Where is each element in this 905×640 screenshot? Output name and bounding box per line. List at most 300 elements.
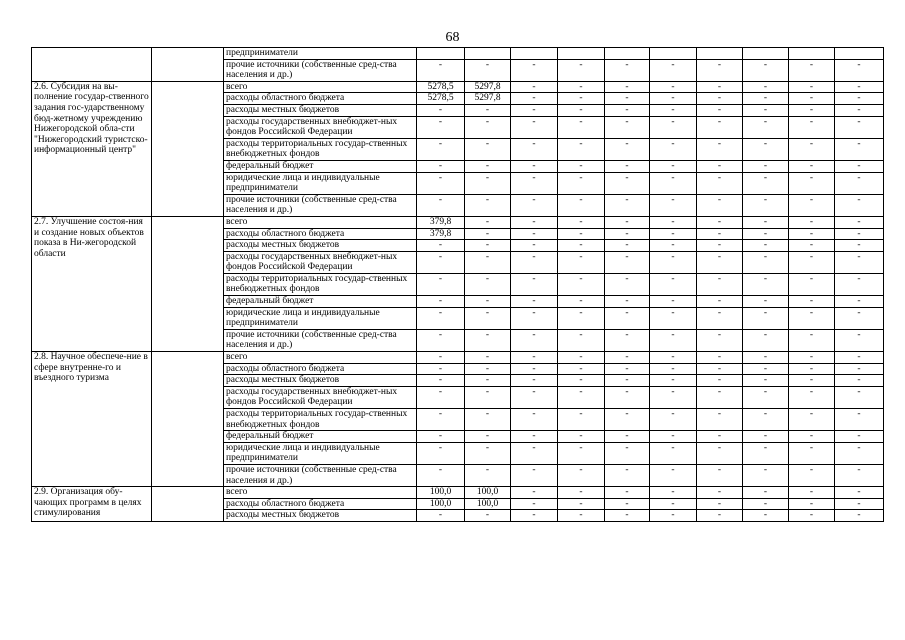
value-cell: - bbox=[605, 116, 650, 138]
value-cell: - bbox=[835, 104, 884, 116]
value-cell: - bbox=[465, 352, 511, 364]
value-cell: - bbox=[511, 104, 558, 116]
value-cell: 5278,5 bbox=[417, 93, 465, 105]
value-cell: - bbox=[789, 498, 835, 510]
value-cell: - bbox=[697, 464, 743, 486]
value-cell bbox=[835, 48, 884, 60]
value-cell: - bbox=[789, 93, 835, 105]
funding-source-label: расходы областного бюджета bbox=[224, 93, 417, 105]
value-cell: - bbox=[465, 251, 511, 273]
value-cell: - bbox=[558, 251, 605, 273]
value-cell: - bbox=[650, 464, 697, 486]
value-cell: - bbox=[558, 116, 605, 138]
funding-source-label: федеральный бюджет bbox=[224, 431, 417, 443]
value-cell: - bbox=[650, 216, 697, 228]
value-cell: - bbox=[835, 296, 884, 308]
value-cell bbox=[605, 48, 650, 60]
value-cell: - bbox=[417, 352, 465, 364]
value-cell: 5297,8 bbox=[465, 93, 511, 105]
value-cell: 379,8 bbox=[417, 228, 465, 240]
funding-source-label: расходы территориальных государ-ственных внебюджетных фондов bbox=[224, 409, 417, 431]
value-cell: - bbox=[697, 216, 743, 228]
measure-name bbox=[32, 48, 152, 82]
value-cell: - bbox=[465, 138, 511, 160]
value-cell: - bbox=[417, 172, 465, 194]
funding-source-label: всего bbox=[224, 216, 417, 228]
value-cell: - bbox=[465, 296, 511, 308]
value-cell: - bbox=[465, 59, 511, 81]
value-cell: - bbox=[789, 216, 835, 228]
value-cell: - bbox=[835, 510, 884, 522]
value-cell: - bbox=[605, 498, 650, 510]
value-cell: - bbox=[743, 59, 789, 81]
value-cell: - bbox=[558, 160, 605, 172]
value-cell: - bbox=[650, 138, 697, 160]
value-cell: - bbox=[465, 194, 511, 216]
value-cell: - bbox=[835, 464, 884, 486]
funding-source-label: расходы местных бюджетов bbox=[224, 510, 417, 522]
value-cell: - bbox=[558, 228, 605, 240]
value-cell: - bbox=[835, 160, 884, 172]
value-cell: - bbox=[743, 510, 789, 522]
value-cell: - bbox=[697, 273, 743, 295]
funding-source-label: юридические лица и индивидуальные предприниматели bbox=[224, 307, 417, 329]
measure-name: 2.6. Субсидия на вы-полнение государ-ственного задания гос-ударственному бюд-жетному учреждению Нижегородской обла-сти "Нижегородский туристско-информационный центр" bbox=[32, 81, 152, 216]
value-cell: - bbox=[835, 363, 884, 375]
value-cell: - bbox=[558, 81, 605, 93]
value-cell: - bbox=[465, 273, 511, 295]
value-cell: - bbox=[697, 59, 743, 81]
funding-source-label: прочие источники (собственные сред-ства населения и др.) bbox=[224, 194, 417, 216]
value-cell: - bbox=[789, 329, 835, 351]
value-cell: 100,0 bbox=[417, 498, 465, 510]
value-cell: - bbox=[697, 329, 743, 351]
value-cell: - bbox=[558, 510, 605, 522]
value-cell: - bbox=[558, 498, 605, 510]
value-cell: - bbox=[743, 104, 789, 116]
value-cell: - bbox=[417, 329, 465, 351]
value-cell: - bbox=[697, 296, 743, 308]
value-cell: - bbox=[650, 116, 697, 138]
value-cell: - bbox=[511, 172, 558, 194]
value-cell: - bbox=[743, 138, 789, 160]
value-cell: - bbox=[558, 431, 605, 443]
value-cell: - bbox=[511, 160, 558, 172]
value-cell: - bbox=[835, 442, 884, 464]
value-cell: - bbox=[605, 59, 650, 81]
value-cell: 100,0 bbox=[465, 487, 511, 499]
value-cell: - bbox=[465, 307, 511, 329]
value-cell: - bbox=[743, 116, 789, 138]
value-cell: - bbox=[789, 228, 835, 240]
value-cell: - bbox=[558, 216, 605, 228]
value-cell: - bbox=[789, 273, 835, 295]
value-cell: - bbox=[511, 386, 558, 408]
value-cell: - bbox=[417, 510, 465, 522]
value-cell: - bbox=[835, 375, 884, 387]
funding-source-label: всего bbox=[224, 81, 417, 93]
value-cell: - bbox=[465, 363, 511, 375]
value-cell: - bbox=[605, 273, 650, 295]
value-cell: - bbox=[835, 498, 884, 510]
value-cell: - bbox=[511, 307, 558, 329]
value-cell: - bbox=[835, 307, 884, 329]
value-cell: - bbox=[697, 386, 743, 408]
value-cell: - bbox=[789, 352, 835, 364]
responsible-cell bbox=[152, 81, 224, 216]
funding-source-label: федеральный бюджет bbox=[224, 160, 417, 172]
value-cell: - bbox=[605, 442, 650, 464]
value-cell: - bbox=[558, 487, 605, 499]
value-cell: - bbox=[417, 296, 465, 308]
value-cell: - bbox=[835, 216, 884, 228]
value-cell: - bbox=[511, 510, 558, 522]
value-cell: - bbox=[697, 240, 743, 252]
value-cell: - bbox=[511, 194, 558, 216]
value-cell: - bbox=[743, 160, 789, 172]
value-cell: - bbox=[835, 240, 884, 252]
funding-source-label: расходы территориальных государ-ственных внебюджетных фондов bbox=[224, 138, 417, 160]
value-cell: - bbox=[417, 464, 465, 486]
value-cell: - bbox=[465, 375, 511, 387]
value-cell: - bbox=[697, 409, 743, 431]
value-cell: - bbox=[417, 138, 465, 160]
value-cell: - bbox=[511, 352, 558, 364]
value-cell: - bbox=[743, 352, 789, 364]
value-cell: - bbox=[558, 59, 605, 81]
value-cell: - bbox=[697, 375, 743, 387]
value-cell: - bbox=[835, 59, 884, 81]
value-cell: - bbox=[465, 216, 511, 228]
value-cell: - bbox=[789, 194, 835, 216]
value-cell: - bbox=[511, 251, 558, 273]
value-cell: 100,0 bbox=[417, 487, 465, 499]
page-number: 68 bbox=[445, 30, 460, 45]
table-row bbox=[32, 81, 884, 93]
value-cell: - bbox=[650, 59, 697, 81]
value-cell: - bbox=[789, 251, 835, 273]
value-cell: - bbox=[511, 363, 558, 375]
value-cell: - bbox=[743, 307, 789, 329]
value-cell: - bbox=[789, 386, 835, 408]
value-cell: - bbox=[650, 386, 697, 408]
value-cell: - bbox=[465, 510, 511, 522]
value-cell: - bbox=[417, 307, 465, 329]
responsible-cell bbox=[152, 216, 224, 351]
funding-source-label: расходы местных бюджетов bbox=[224, 240, 417, 252]
value-cell: - bbox=[511, 116, 558, 138]
value-cell: - bbox=[465, 116, 511, 138]
value-cell: - bbox=[417, 59, 465, 81]
value-cell: - bbox=[650, 172, 697, 194]
value-cell: - bbox=[789, 375, 835, 387]
value-cell: - bbox=[650, 375, 697, 387]
value-cell: - bbox=[511, 81, 558, 93]
value-cell: - bbox=[743, 93, 789, 105]
value-cell: - bbox=[558, 363, 605, 375]
value-cell: - bbox=[558, 375, 605, 387]
value-cell bbox=[417, 48, 465, 60]
value-cell: - bbox=[697, 498, 743, 510]
value-cell: - bbox=[835, 431, 884, 443]
value-cell: - bbox=[417, 194, 465, 216]
value-cell: - bbox=[697, 138, 743, 160]
value-cell: - bbox=[650, 160, 697, 172]
measure-name: 2.7. Улучшение состоя-ния и создание новых объектов показа в Ни-жегородской области bbox=[32, 216, 152, 351]
value-cell: - bbox=[605, 510, 650, 522]
value-cell bbox=[743, 48, 789, 60]
value-cell: - bbox=[605, 363, 650, 375]
value-cell: - bbox=[697, 81, 743, 93]
value-cell: - bbox=[650, 273, 697, 295]
funding-source-label: расходы местных бюджетов bbox=[224, 104, 417, 116]
value-cell: - bbox=[465, 464, 511, 486]
value-cell: - bbox=[743, 498, 789, 510]
value-cell: - bbox=[605, 228, 650, 240]
value-cell: - bbox=[650, 104, 697, 116]
responsible-cell bbox=[152, 48, 224, 82]
value-cell: - bbox=[465, 172, 511, 194]
value-cell: - bbox=[697, 160, 743, 172]
value-cell: - bbox=[605, 464, 650, 486]
value-cell: - bbox=[789, 487, 835, 499]
value-cell: - bbox=[650, 194, 697, 216]
value-cell: - bbox=[743, 194, 789, 216]
value-cell: - bbox=[417, 104, 465, 116]
value-cell: - bbox=[417, 116, 465, 138]
funding-source-label: всего bbox=[224, 352, 417, 364]
value-cell: - bbox=[417, 375, 465, 387]
value-cell: - bbox=[605, 138, 650, 160]
value-cell: - bbox=[511, 296, 558, 308]
value-cell: - bbox=[650, 307, 697, 329]
value-cell: - bbox=[605, 386, 650, 408]
value-cell: - bbox=[558, 409, 605, 431]
value-cell: - bbox=[417, 160, 465, 172]
value-cell: - bbox=[697, 194, 743, 216]
funding-source-label: прочие источники (собственные сред-ства населения и др.) bbox=[224, 464, 417, 486]
value-cell: - bbox=[417, 240, 465, 252]
value-cell: - bbox=[835, 194, 884, 216]
value-cell: - bbox=[835, 329, 884, 351]
responsible-cell bbox=[152, 487, 224, 522]
value-cell: - bbox=[417, 251, 465, 273]
value-cell: - bbox=[558, 138, 605, 160]
value-cell: - bbox=[743, 409, 789, 431]
value-cell: - bbox=[465, 329, 511, 351]
value-cell: - bbox=[558, 172, 605, 194]
value-cell: - bbox=[789, 510, 835, 522]
value-cell: - bbox=[605, 409, 650, 431]
value-cell: - bbox=[743, 386, 789, 408]
value-cell: - bbox=[511, 464, 558, 486]
value-cell: - bbox=[697, 93, 743, 105]
value-cell: - bbox=[835, 487, 884, 499]
value-cell: - bbox=[605, 307, 650, 329]
value-cell: - bbox=[650, 363, 697, 375]
value-cell: - bbox=[558, 273, 605, 295]
value-cell: - bbox=[511, 216, 558, 228]
value-cell: - bbox=[605, 81, 650, 93]
value-cell: - bbox=[417, 409, 465, 431]
value-cell: - bbox=[835, 93, 884, 105]
value-cell: - bbox=[558, 307, 605, 329]
value-cell: - bbox=[697, 104, 743, 116]
funding-source-label: юридические лица и индивидуальные предприниматели bbox=[224, 172, 417, 194]
value-cell: - bbox=[605, 160, 650, 172]
value-cell: - bbox=[835, 81, 884, 93]
value-cell: - bbox=[697, 442, 743, 464]
funding-source-label: прочие источники (собственные сред-ства населения и др.) bbox=[224, 329, 417, 351]
budget-table bbox=[31, 47, 884, 522]
value-cell: - bbox=[511, 329, 558, 351]
value-cell: - bbox=[789, 160, 835, 172]
value-cell bbox=[558, 48, 605, 60]
value-cell: - bbox=[558, 194, 605, 216]
value-cell: - bbox=[789, 296, 835, 308]
value-cell: - bbox=[743, 172, 789, 194]
value-cell: - bbox=[417, 386, 465, 408]
value-cell: - bbox=[465, 240, 511, 252]
value-cell: - bbox=[605, 104, 650, 116]
value-cell bbox=[465, 48, 511, 60]
value-cell: - bbox=[605, 172, 650, 194]
value-cell: - bbox=[697, 352, 743, 364]
value-cell: - bbox=[558, 93, 605, 105]
value-cell: - bbox=[697, 116, 743, 138]
value-cell: - bbox=[558, 352, 605, 364]
value-cell: - bbox=[605, 431, 650, 443]
value-cell: - bbox=[835, 386, 884, 408]
table-row bbox=[32, 48, 884, 60]
funding-source-label: расходы территориальных государ-ственных внебюджетных фондов bbox=[224, 273, 417, 295]
value-cell: - bbox=[789, 409, 835, 431]
value-cell: - bbox=[650, 498, 697, 510]
value-cell: - bbox=[789, 59, 835, 81]
value-cell: - bbox=[650, 240, 697, 252]
value-cell: - bbox=[650, 352, 697, 364]
funding-source-label: юридические лица и индивидуальные предприниматели bbox=[224, 442, 417, 464]
value-cell: - bbox=[743, 487, 789, 499]
value-cell: - bbox=[605, 375, 650, 387]
value-cell: - bbox=[743, 296, 789, 308]
value-cell: - bbox=[789, 81, 835, 93]
value-cell: - bbox=[697, 363, 743, 375]
value-cell: - bbox=[789, 138, 835, 160]
value-cell: - bbox=[465, 228, 511, 240]
responsible-cell bbox=[152, 352, 224, 487]
value-cell: - bbox=[743, 240, 789, 252]
value-cell: - bbox=[605, 93, 650, 105]
value-cell: - bbox=[417, 431, 465, 443]
value-cell: - bbox=[835, 172, 884, 194]
value-cell: - bbox=[558, 464, 605, 486]
value-cell: - bbox=[789, 172, 835, 194]
value-cell: - bbox=[743, 251, 789, 273]
value-cell: - bbox=[835, 228, 884, 240]
value-cell: - bbox=[650, 409, 697, 431]
value-cell: - bbox=[417, 363, 465, 375]
value-cell: - bbox=[697, 307, 743, 329]
table-row bbox=[32, 352, 884, 364]
value-cell: - bbox=[605, 329, 650, 351]
value-cell bbox=[697, 48, 743, 60]
value-cell: - bbox=[511, 59, 558, 81]
value-cell bbox=[511, 48, 558, 60]
value-cell: 379,8 bbox=[417, 216, 465, 228]
value-cell: - bbox=[835, 352, 884, 364]
value-cell: - bbox=[835, 409, 884, 431]
table-row bbox=[32, 216, 884, 228]
value-cell: - bbox=[417, 442, 465, 464]
value-cell: - bbox=[789, 431, 835, 443]
value-cell: - bbox=[743, 81, 789, 93]
value-cell: - bbox=[511, 375, 558, 387]
funding-source-label: расходы государственных внебюджет-ных фондов Российской Федерации bbox=[224, 251, 417, 273]
value-cell bbox=[789, 48, 835, 60]
value-cell: - bbox=[465, 409, 511, 431]
value-cell: - bbox=[511, 487, 558, 499]
value-cell: - bbox=[697, 510, 743, 522]
value-cell: 100,0 bbox=[465, 498, 511, 510]
value-cell: - bbox=[465, 104, 511, 116]
funding-source-label: расходы областного бюджета bbox=[224, 363, 417, 375]
value-cell: - bbox=[465, 386, 511, 408]
value-cell: - bbox=[835, 138, 884, 160]
value-cell: - bbox=[789, 240, 835, 252]
value-cell: - bbox=[558, 386, 605, 408]
value-cell: - bbox=[650, 93, 697, 105]
value-cell: - bbox=[650, 228, 697, 240]
value-cell: - bbox=[835, 116, 884, 138]
value-cell: 5278,5 bbox=[417, 81, 465, 93]
value-cell: - bbox=[743, 431, 789, 443]
value-cell: - bbox=[511, 431, 558, 443]
funding-source-label: всего bbox=[224, 487, 417, 499]
value-cell: - bbox=[743, 442, 789, 464]
value-cell: - bbox=[743, 273, 789, 295]
value-cell: - bbox=[465, 431, 511, 443]
value-cell: - bbox=[697, 251, 743, 273]
value-cell: - bbox=[558, 104, 605, 116]
measure-name: 2.9. Организация обу-чающих программ в целях стимулирования bbox=[32, 487, 152, 522]
value-cell: - bbox=[835, 273, 884, 295]
value-cell: - bbox=[465, 442, 511, 464]
value-cell: - bbox=[605, 216, 650, 228]
value-cell: - bbox=[558, 296, 605, 308]
value-cell: - bbox=[650, 510, 697, 522]
value-cell: - bbox=[789, 464, 835, 486]
value-cell: - bbox=[511, 273, 558, 295]
value-cell: - bbox=[605, 487, 650, 499]
value-cell: - bbox=[511, 93, 558, 105]
value-cell: - bbox=[650, 431, 697, 443]
value-cell: - bbox=[650, 442, 697, 464]
value-cell: - bbox=[605, 194, 650, 216]
funding-source-label: расходы областного бюджета bbox=[224, 498, 417, 510]
funding-source-label: предприниматели bbox=[224, 48, 417, 60]
value-cell: - bbox=[558, 442, 605, 464]
value-cell: - bbox=[650, 329, 697, 351]
funding-source-label: федеральный бюджет bbox=[224, 296, 417, 308]
value-cell: - bbox=[697, 487, 743, 499]
value-cell: - bbox=[465, 160, 511, 172]
value-cell: - bbox=[789, 116, 835, 138]
value-cell: - bbox=[558, 240, 605, 252]
value-cell: - bbox=[605, 352, 650, 364]
measure-name: 2.8. Научное обеспече-ние в сфере внутренне-го и въездного туризма bbox=[32, 352, 152, 487]
value-cell: - bbox=[417, 273, 465, 295]
